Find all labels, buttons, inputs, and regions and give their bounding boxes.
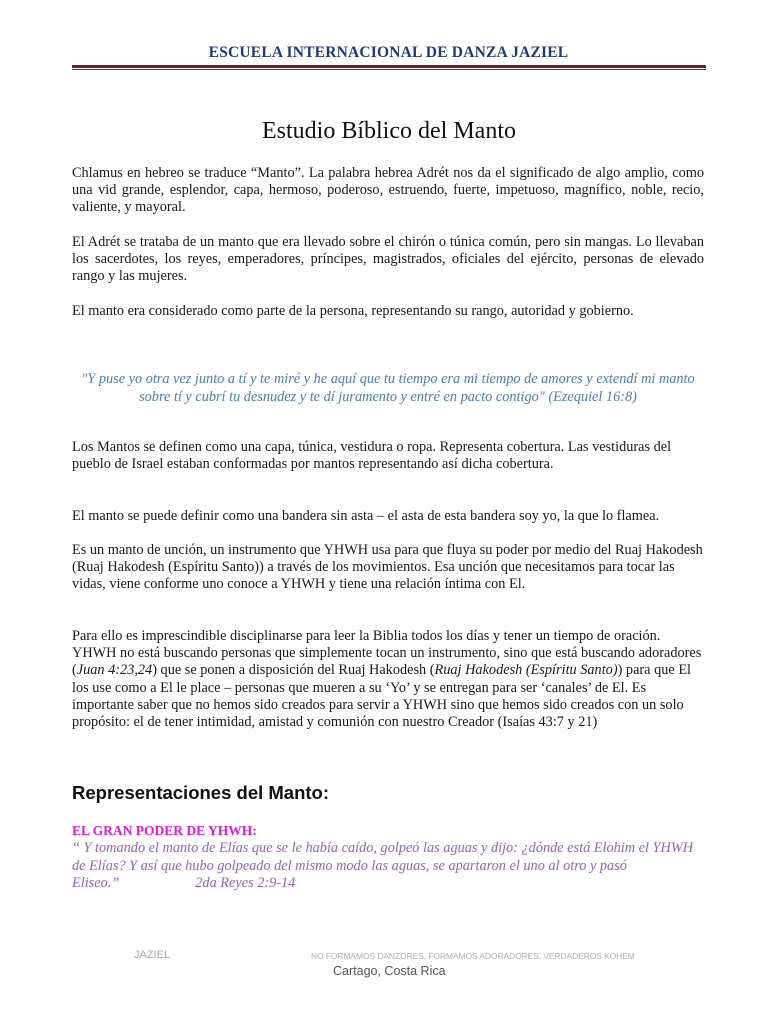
document-title: Estudio Bíblico del Manto: [262, 118, 516, 144]
header-rule: [72, 65, 706, 68]
footer-city: Cartago, Costa Rica: [333, 964, 446, 978]
paragraph-manto-persona: El manto era considerado como parte de la persona, representando su rango, autoridad y gobierno.: [72, 303, 634, 319]
paragraph-bandera: El manto se puede definir como una bandera sin asta – el asta de esta bandera soy yo, la que lo flamea.: [72, 508, 660, 524]
header-rule-thin: [72, 69, 706, 70]
paragraph-uncion: Es un manto de unción, un instrumento que YHWH usa para que fluya su poder por medio del Ruaj Hakodesh (Ruaj Hakodesh (Espíritu Santo)) a través de los movimientos. Esa unción que necesitamos para tocar las vidas, viene conforme uno conoce a YHWH y tiene una relación íntima con El.: [72, 542, 703, 593]
disciplina-text-1: Para ello es imprescindible disciplinarse para leer la Biblia todos los días y tener un tiempo de oración. YHWH no está buscando personas que simplemente tocan un instrumento, sino que está buscando adoradores (: [72, 628, 702, 679]
disciplina-text-2: ) que se ponen a disposición del Ruaj Hakodesh (: [152, 662, 435, 679]
elias-quote-text: “ Y tomando el manto de Elías que se le había caído, golpeó las aguas y dijo: ¿dónde está Elohim el YHWH de Elías? Y así que hubo golpeado del mismo modo las aguas, se apartaron el uno al otro y pasó Eliseo.”: [72, 840, 694, 891]
ruaj-reference: Ruaj Hakodesh (Espíritu Santo): [434, 662, 618, 679]
paragraph-disciplina: [72, 628, 704, 731]
disciplina-text-3: ) para que El los use como a El le place – personas que mueren a su ‘Yo’ y se entregan para ser ‘canales’ de El. Es importante saber que no hemos sido creados para servir a YHWH sino que hemos sido creados con un solo propósito: el de tener intimidad, amistad y comunión con nuestro Creador (Isaías 43:7 y 21): [72, 662, 692, 731]
document-header: ESCUELA INTERNACIONAL DE DANZA JAZIEL: [208, 44, 569, 61]
ezequiel-quote: "Y puse yo otra vez junto a tí y te miré y he aquí que tu tiempo era mi tiempo de amores y extendí mi manto sobre tí y cubrí tu desnudez y te dí juramento y entré en pacto contigo" (Ezequiel 16:8): [81, 371, 695, 405]
reyes-reference: 2da Reyes 2:9-14: [195, 875, 296, 891]
section-heading: Representaciones del Manto:: [72, 782, 330, 803]
sub-heading: EL GRAN PODER DE YHWH:: [72, 823, 257, 838]
paragraph-chlamus: Chlamus en hebreo se traduce “Manto”. La palabra hebrea Adrét nos da el significado de algo amplio, como una vid grande, esplendor, capa, hermoso, poderoso, estruendo, fuerte, impetuoso, magnífico, noble, recio, valiente, y mayoral.: [72, 165, 704, 216]
paragraph-adret: El Adrét se trataba de un manto que era llevado sobre el chirón o túnica común, pero sin mangas. Lo llevaban los sacerdotes, los reyes, emperadores, príncipes, magistrados, oficiales del ejército, personas de elevado rango y las mujeres.: [72, 234, 704, 285]
paragraph-mantos-definicion: Los Mantos se definen como una capa, túnica, vestidura o ropa. Representa cobertura. Las vestiduras del pueblo de Israel estaban conformadas por mantos representando así dicha cobertura.: [72, 439, 672, 473]
footer-motto: NO FORMAMOS DANZORES, FORMAMOS ADORADORES, VERDADEROS KOHEM: [311, 951, 635, 961]
juan-reference: Juan 4:23,24: [76, 662, 153, 679]
footer-brand: JAZIEL: [134, 949, 171, 961]
elias-quote: [72, 840, 704, 893]
